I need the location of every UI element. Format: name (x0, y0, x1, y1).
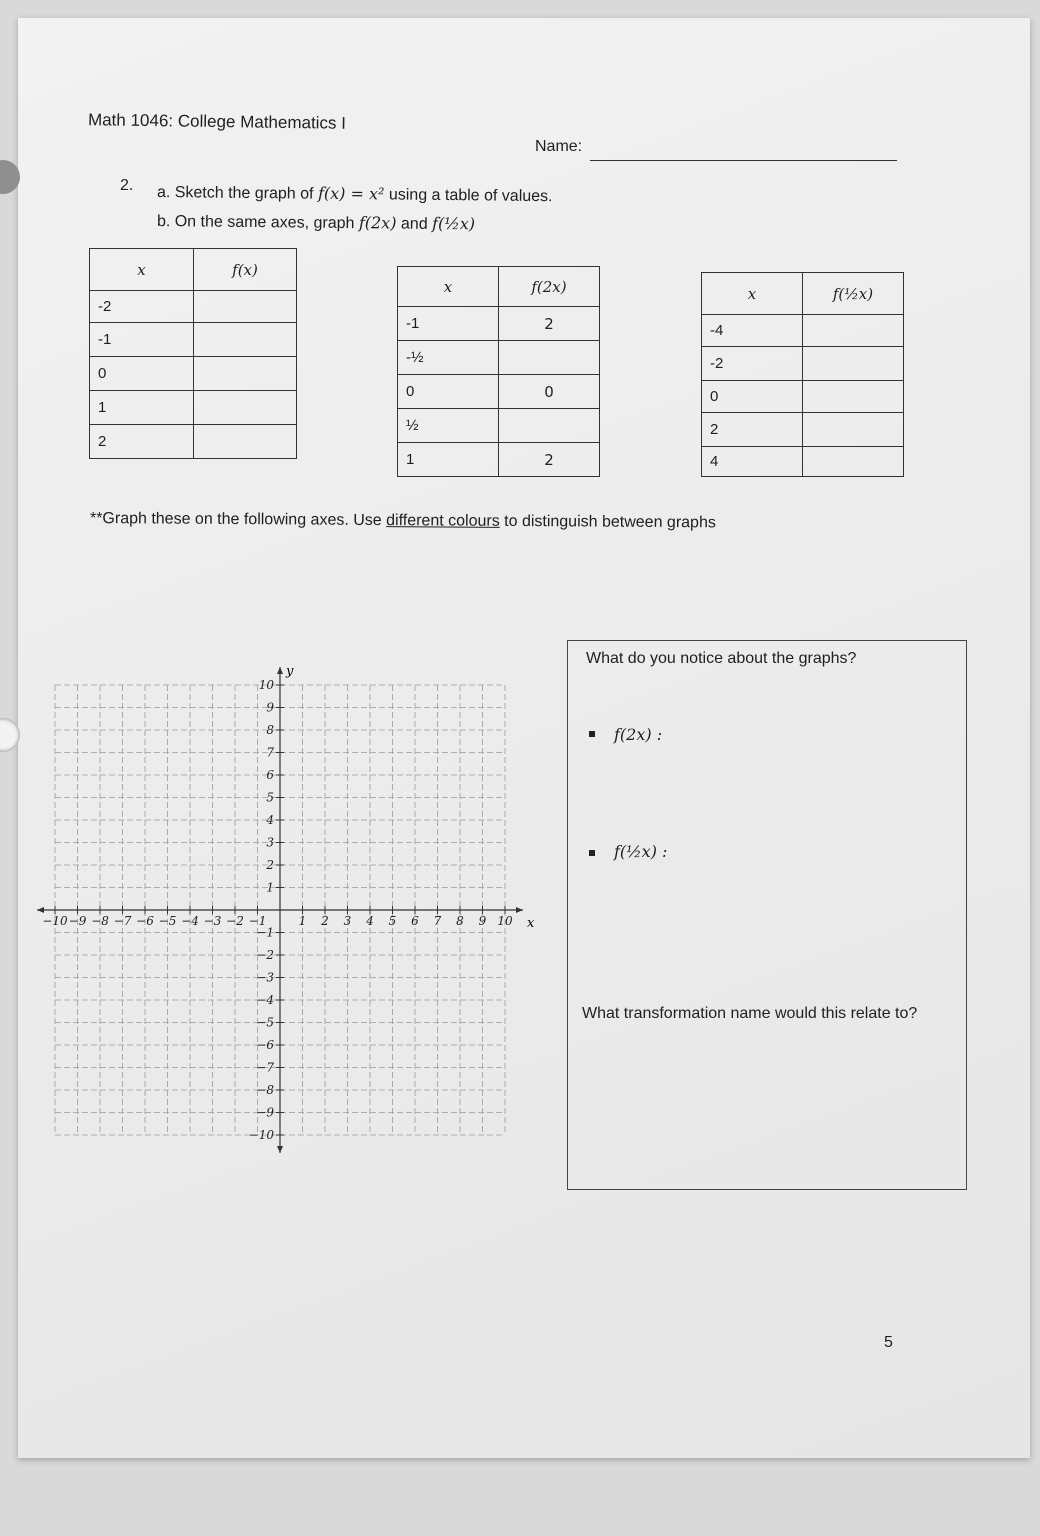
header-x: x (90, 249, 194, 291)
x-tick-label: −3 (203, 914, 222, 928)
x-tick-label: −2 (226, 914, 244, 928)
x-cell: -½ (398, 341, 499, 375)
instruction-emphasis: different colours (386, 512, 500, 530)
y-tick-label: 4 (266, 813, 274, 827)
x-tick-label: −4 (181, 914, 199, 928)
x-cell: 0 (90, 357, 194, 391)
x-cell: 1 (90, 391, 194, 425)
x-tick-label: 5 (388, 914, 397, 928)
y-tick-label: −10 (248, 1128, 274, 1142)
y-tick-label: 3 (266, 835, 274, 850)
question-part-a: a. Sketch the graph of f(x) = x² using a table of values. (156, 183, 553, 206)
header-x: x (702, 273, 803, 315)
x-cell: 0 (398, 375, 499, 409)
fx-cell[interactable] (194, 425, 297, 459)
y-tick-label: 2 (266, 858, 274, 872)
x-tick-label: 1 (298, 914, 307, 928)
x-cell: 0 (702, 381, 803, 413)
y-tick-label: 6 (266, 768, 274, 782)
y-tick-label: −4 (256, 993, 274, 1007)
fx-cell[interactable] (194, 391, 297, 425)
y-tick-label: 7 (266, 745, 274, 760)
x-cell: 4 (702, 447, 803, 477)
y-tick-label: −7 (256, 1060, 274, 1075)
x-tick-label: −5 (158, 914, 177, 928)
binder-hole-middle (0, 718, 20, 752)
f2x-cell[interactable]: 0 (499, 375, 600, 409)
y-tick-label: −9 (256, 1105, 274, 1120)
header-fx: f(x) (194, 249, 297, 291)
y-tick-label: −2 (256, 948, 274, 962)
fx-cell[interactable] (194, 291, 297, 323)
y-tick-label: −3 (256, 970, 274, 985)
question-number: 2. (120, 177, 134, 194)
x-cell: -1 (90, 323, 194, 357)
y-tick-label: −6 (256, 1038, 274, 1052)
x-tick-label: −6 (136, 914, 154, 928)
function-f2x: f(2x) (358, 213, 397, 233)
fhalfx-cell[interactable] (803, 347, 904, 381)
y-tick-label: 10 (258, 678, 274, 692)
notice-item-f2x: f(2x) : (614, 725, 663, 744)
fhalfx-cell[interactable] (803, 315, 904, 347)
table-f2x (397, 266, 600, 477)
page-number: 5 (884, 1334, 893, 1351)
binder-hole-top (0, 160, 20, 194)
header-x: x (398, 267, 499, 307)
coordinate-grid[interactable] (30, 660, 550, 1160)
table-fhalfx (701, 272, 904, 477)
x-cell: -2 (90, 291, 194, 323)
function-fhalfx: f(½x) (432, 213, 476, 234)
x-tick-label: −1 (248, 914, 267, 928)
x-cell: 2 (702, 413, 803, 447)
x-tick-label: 2 (321, 914, 329, 928)
x-tick-label: −9 (68, 914, 87, 928)
y-axis-arrow-down-icon (277, 1146, 283, 1153)
question-part-b: b. On the same axes, graph f(2x) and f(½x) (156, 213, 476, 234)
fhalfx-cell[interactable] (803, 447, 904, 477)
y-tick-label: −8 (256, 1083, 274, 1097)
x-tick-label: 10 (497, 914, 513, 928)
x-tick-label: 8 (456, 914, 464, 928)
header-f2x: f(2x) (499, 267, 600, 307)
x-tick-label: −7 (113, 914, 132, 928)
graph-instruction: **Graph these on the following axes. Use different colours to distinguish between graphs (89, 510, 716, 532)
transformation-question: What transformation name would this relate to? (582, 1005, 918, 1022)
notice-item-fhalfx: f(½x) : (614, 842, 668, 861)
x-cell: -1 (398, 307, 499, 341)
y-tick-label: −1 (256, 925, 274, 940)
fhalfx-cell[interactable] (803, 413, 904, 447)
fx-cell[interactable] (194, 357, 297, 391)
f2x-cell[interactable] (499, 409, 600, 443)
x-tick-label: 6 (411, 914, 419, 928)
y-tick-label: −5 (256, 1015, 274, 1030)
notice-question: What do you notice about the graphs? (586, 650, 857, 667)
x-axis-label: x (527, 916, 535, 931)
x-cell: -2 (702, 347, 803, 381)
y-tick-label: 5 (266, 790, 274, 805)
x-axis-arrow-left-icon (37, 907, 44, 913)
table-fx (89, 248, 297, 459)
f2x-cell[interactable]: 2 (499, 307, 600, 341)
y-axis-arrow-up-icon (277, 667, 283, 674)
header-fhalfx: f(½x) (803, 273, 904, 315)
name-label: Name: (535, 138, 583, 155)
x-tick-label: 7 (433, 914, 442, 928)
x-tick-label: 4 (366, 914, 374, 928)
x-cell: -4 (702, 315, 803, 347)
notice-answer-box[interactable] (567, 640, 967, 1190)
x-cell: 1 (398, 443, 499, 477)
y-axis-label: y (286, 664, 294, 679)
course-title: Math 1046: College Mathematics I (87, 110, 347, 133)
function-fx-definition: f(x) = x² (317, 183, 385, 204)
fx-cell[interactable] (194, 323, 297, 357)
x-tick-label: 9 (478, 914, 487, 928)
f2x-cell[interactable] (499, 341, 600, 375)
bullet-icon (589, 731, 595, 737)
x-tick-label: −8 (91, 914, 109, 928)
y-tick-label: 1 (266, 880, 274, 895)
name-field-line[interactable] (590, 160, 897, 161)
x-axis-arrow-right-icon (516, 907, 523, 913)
x-cell: ½ (398, 409, 499, 443)
x-tick-label: 3 (343, 914, 352, 928)
axes (37, 667, 523, 1153)
x-tick-label: −10 (42, 914, 68, 928)
y-tick-label: 8 (266, 723, 274, 737)
bullet-icon (589, 850, 595, 856)
x-cell: 2 (90, 425, 194, 459)
f2x-cell[interactable]: 2 (499, 443, 600, 477)
y-tick-label: 9 (266, 700, 274, 715)
fhalfx-cell[interactable] (803, 381, 904, 413)
